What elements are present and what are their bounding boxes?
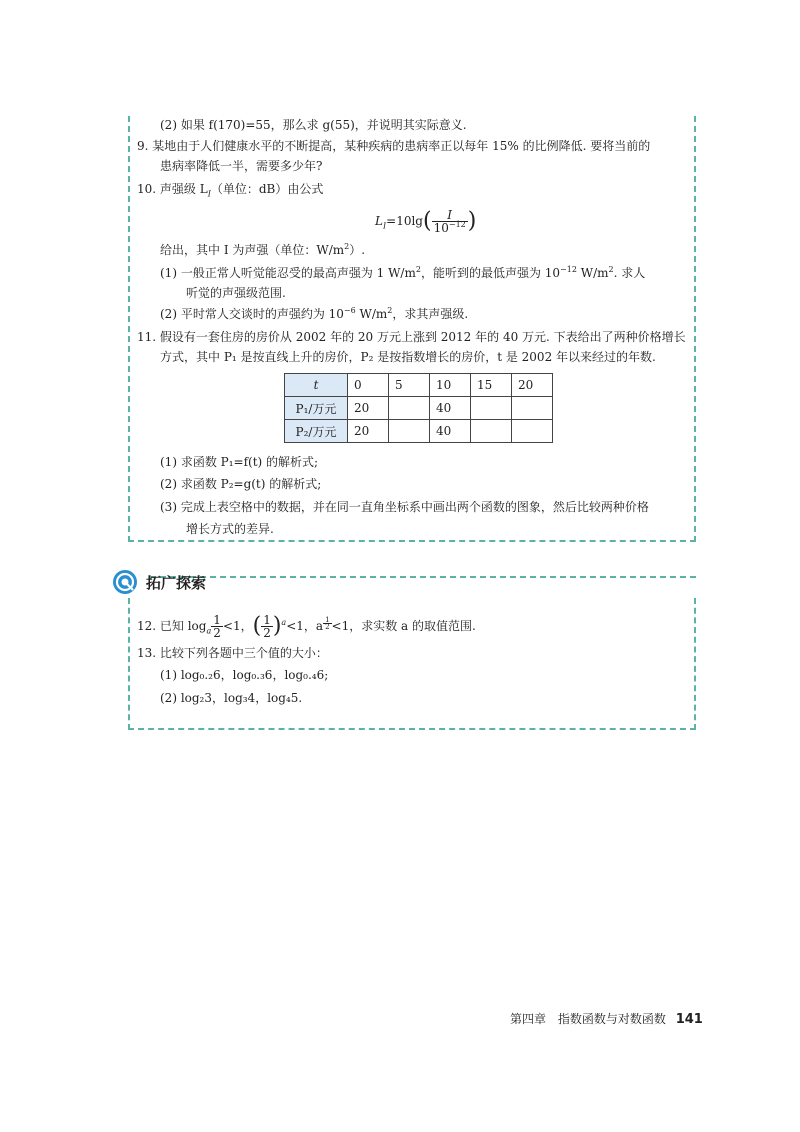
table-cell <box>471 397 512 420</box>
section-title: 拓广探索 <box>146 573 207 592</box>
problem-12: 12. 已知 $\log_a$ $\frac{1}{2}$ <1，( $\frac{1}{2}$ )$^a$<1，a $^{\frac{1}{2}}$ <1，求实数 a 的取值范围. <box>137 613 476 640</box>
table-header-row <box>285 374 553 397</box>
problem-11-part-2: (2) 求函数 P₂=g(t) 的解析式; <box>160 477 322 491</box>
table-cell <box>389 397 430 420</box>
problem-11-part-3-line-2: 增长方式的差异. <box>186 522 274 536</box>
table-col-5: 5 <box>389 374 430 397</box>
problem-10-part-1-line-2: 听觉的声强级范围. <box>186 286 286 300</box>
table-col-20: 20 <box>512 374 553 397</box>
problem-13-part-2: (2) log₂3，log₃4，log₄5. <box>160 691 303 705</box>
problem-10-line-2: 给出，其中 I 为声强（单位：$W/m^2$）. <box>160 242 366 257</box>
table-row-label: P₁/万元 <box>285 397 348 420</box>
table-row-label: P₂/万元 <box>285 420 348 443</box>
table-col-15: 15 <box>471 374 512 397</box>
problem-11-part-3-line-1: (3) 完成上表空格中的数据，并在同一直角坐标系中画出两个函数的图象，然后比较两种价格 <box>160 500 649 514</box>
problem-10-formula: $L_I=10\lg$( $\frac{I}{10^{-12}}$ ) <box>375 208 477 235</box>
problem-9-line-2: 患病率降低一半，需要多少年? <box>160 159 323 173</box>
problem-10-line-1: 10. 声强级 $L_I$（单位：dB）由公式 <box>137 182 324 199</box>
table-cell: 20 <box>348 397 389 420</box>
table-cell: 40 <box>430 420 471 443</box>
table-cell <box>512 420 553 443</box>
footer-title: 指数函数与对数函数 <box>557 1012 666 1026</box>
problem-13-part-1: (1) log₀.₂6，log₀.₃6，log₀.₄6; <box>160 668 329 682</box>
footer-chapter: 第四章 <box>510 1012 547 1026</box>
section-header <box>112 568 206 596</box>
p12-fraction-2: $\frac{1}{2}$ <box>263 613 271 640</box>
problem-9-line-1: 9. 某地由于人们健康水平的不断提高，某种疾病的患病率正以每年 15% 的比例降低. 要将当前的 <box>137 139 651 153</box>
p12-fraction: $\frac{1}{2}$ <box>213 613 221 640</box>
table-cell: 20 <box>348 420 389 443</box>
problem-13: 13. 比较下列各题中三个值的大小： <box>137 646 328 660</box>
problem-11-line-1: 11. 假设有一套住房的房价从 2002 年的 20 万元上涨到 2012 年的 40 万元. 下表给出了两种价格增长 <box>137 330 686 344</box>
problem-11-part-1: (1) 求函数 P₁=f(t) 的解析式; <box>160 455 319 469</box>
table-header-t: t <box>285 374 348 397</box>
explore-box-top-border <box>150 576 696 578</box>
price-table <box>284 373 553 443</box>
problem-10-part-1-line-1: (1) 一般正常人听觉能忍受的最高声强为 1 $W/m^2$，能听到的最低声强为 $10^{-12}$ $W/m^2$. 求人 <box>160 265 646 280</box>
explore-icon <box>112 569 138 595</box>
table-row <box>285 397 553 420</box>
table-cell: 40 <box>430 397 471 420</box>
table-row <box>285 420 553 443</box>
table-cell <box>389 420 430 443</box>
table-col-0: 0 <box>348 374 389 397</box>
problem-11-line-2: 方式，其中 P₁ 是按直线上升的房价，P₂ 是按指数增长的房价，t 是 2002 年以来经过的年数. <box>160 350 656 364</box>
p12-exponent-fraction: 1 2 <box>325 615 330 631</box>
table-cell <box>471 420 512 443</box>
problem-8-part-2: (2) 如果 f(170)=55，那么求 g(55)，并说明其实际意义. <box>160 118 467 132</box>
table-col-10: 10 <box>430 374 471 397</box>
formula-fraction: $\frac{I}{10^{-12}}$ <box>433 208 466 235</box>
table-cell <box>512 397 553 420</box>
page-number: 141 <box>675 1012 703 1027</box>
page-footer <box>510 1010 703 1027</box>
problem-10-part-2: (2) 平时常人交谈时的声强约为 $10^{-6}$ $W/m^2$，求其声强级. <box>160 306 469 321</box>
